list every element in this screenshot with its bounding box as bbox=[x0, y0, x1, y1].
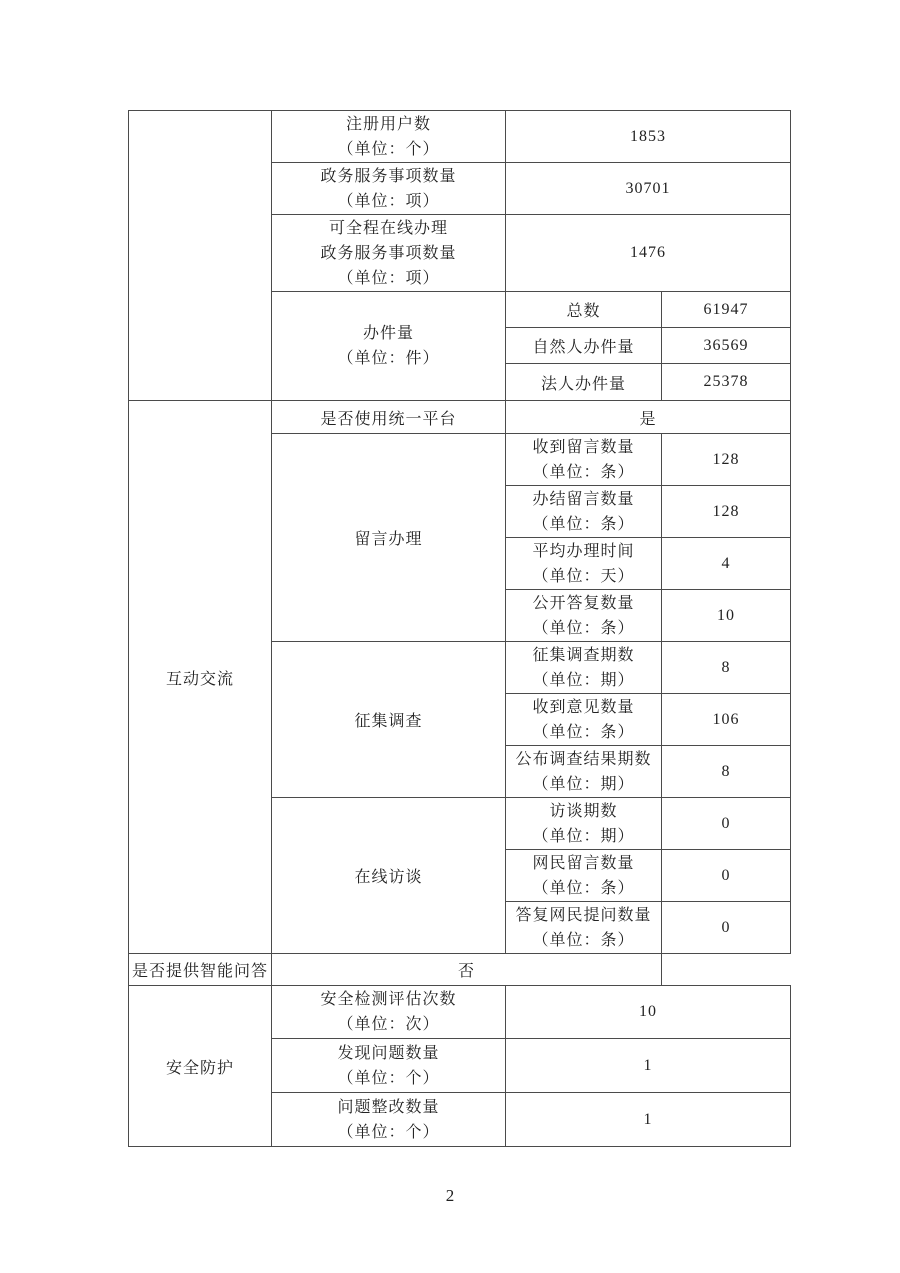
sub-metric-label: 总数 bbox=[506, 292, 662, 328]
metric-unit: （单位：条） bbox=[532, 931, 635, 949]
metric-value: 1 bbox=[506, 1039, 791, 1093]
group-unit: （单位：件） bbox=[337, 350, 440, 367]
metric-value: 10 bbox=[506, 986, 791, 1039]
sub-metric-value: 36569 bbox=[662, 328, 791, 364]
metric-unit: （单位：个） bbox=[337, 1123, 440, 1141]
metric-unit: （单位：个） bbox=[337, 140, 440, 158]
metric-label-line1: 访谈期数 bbox=[549, 802, 618, 820]
section-label-interaction: 互动交流 bbox=[129, 401, 272, 954]
metric-value: 128 bbox=[662, 486, 791, 538]
sub-metric-label: 自然人办件量 bbox=[506, 328, 662, 364]
metric-label-line1: 收到留言数量 bbox=[532, 438, 635, 456]
sub-metric-label: 法人办件量 bbox=[506, 364, 662, 401]
metric-unit: （单位：期） bbox=[532, 775, 635, 793]
metric-label bbox=[506, 902, 662, 954]
metric-label bbox=[506, 486, 662, 538]
metric-label bbox=[506, 590, 662, 642]
metric-label bbox=[506, 746, 662, 798]
group-label-survey: 征集调查 bbox=[272, 642, 506, 798]
metric-label-line1: 收到意见数量 bbox=[532, 698, 635, 716]
metric-unit: （单位：期） bbox=[532, 827, 635, 845]
metric-value: 0 bbox=[662, 798, 791, 850]
metric-label bbox=[272, 986, 506, 1039]
metric-value: 是 bbox=[506, 401, 791, 434]
metric-value: 10 bbox=[662, 590, 791, 642]
metric-label-line2: 政务服务事项数量 bbox=[320, 244, 457, 262]
section-label-security: 安全防护 bbox=[129, 986, 272, 1147]
metric-label bbox=[272, 111, 506, 163]
metric-unit: （单位：条） bbox=[532, 463, 635, 481]
metric-label bbox=[506, 538, 662, 590]
metric-value: 1476 bbox=[506, 215, 791, 292]
metric-unit: （单位：个） bbox=[337, 1069, 440, 1087]
metric-label bbox=[506, 850, 662, 902]
metric-label bbox=[272, 1039, 506, 1093]
group-label-message-handling: 留言办理 bbox=[272, 434, 506, 642]
metric-label: 是否使用统一平台 bbox=[272, 401, 506, 434]
metric-label bbox=[506, 434, 662, 486]
group-label-line1: 办件量 bbox=[362, 325, 414, 342]
metric-label-line1: 答复网民提问数量 bbox=[515, 906, 652, 924]
metric-value: 否 bbox=[272, 954, 662, 986]
page-number: 2 bbox=[445, 1186, 455, 1205]
metric-label bbox=[506, 642, 662, 694]
metric-label-line1: 征集调查期数 bbox=[532, 646, 635, 664]
metric-unit: （单位：条） bbox=[532, 515, 635, 533]
metric-value: 4 bbox=[662, 538, 791, 590]
metric-label-line1: 平均办理时间 bbox=[532, 542, 635, 560]
group-label bbox=[272, 292, 506, 401]
metric-value: 128 bbox=[662, 434, 791, 486]
group-label-online-interview: 在线访谈 bbox=[272, 798, 506, 954]
metric-value: 8 bbox=[662, 642, 791, 694]
metric-unit: （单位：条） bbox=[532, 723, 635, 741]
metric-label-line1: 问题整改数量 bbox=[337, 1098, 440, 1116]
metric-unit: （单位：项） bbox=[337, 192, 440, 210]
metric-label: 是否提供智能问答 bbox=[129, 954, 272, 986]
metric-value: 1 bbox=[506, 1093, 791, 1147]
section1-left-cell bbox=[129, 111, 272, 401]
metric-label-line1: 安全检测评估次数 bbox=[320, 991, 457, 1008]
metric-value: 1853 bbox=[506, 111, 791, 163]
metric-label-line1: 公布调查结果期数 bbox=[515, 750, 652, 768]
metric-label bbox=[272, 163, 506, 215]
metric-value: 8 bbox=[662, 746, 791, 798]
metric-value: 0 bbox=[662, 902, 791, 954]
metric-unit: （单位：条） bbox=[532, 879, 635, 897]
metric-label bbox=[272, 215, 506, 292]
metric-label-line1: 可全程在线办理 bbox=[328, 219, 448, 237]
metric-value: 106 bbox=[662, 694, 791, 746]
metric-label-line1: 办结留言数量 bbox=[532, 490, 635, 508]
metric-label bbox=[506, 798, 662, 850]
metric-label bbox=[506, 694, 662, 746]
metric-label-line1: 公开答复数量 bbox=[532, 594, 635, 612]
metric-unit: （单位：天） bbox=[532, 567, 635, 585]
metric-label-line1: 政务服务事项数量 bbox=[320, 167, 457, 185]
metric-unit: （单位：次） bbox=[337, 1016, 440, 1033]
sub-metric-value: 25378 bbox=[662, 364, 791, 401]
metric-unit: （单位：条） bbox=[532, 619, 635, 637]
metric-label-line1: 网民留言数量 bbox=[532, 854, 635, 872]
sub-metric-value: 61947 bbox=[662, 292, 791, 328]
metric-unit: （单位：项） bbox=[337, 269, 440, 287]
metric-value: 0 bbox=[662, 850, 791, 902]
metric-label bbox=[272, 1093, 506, 1147]
report-table bbox=[128, 110, 791, 1147]
metric-value: 30701 bbox=[506, 163, 791, 215]
metric-unit: （单位：期） bbox=[532, 671, 635, 689]
metric-label-line1: 注册用户数 bbox=[345, 115, 431, 133]
metric-label-line1: 发现问题数量 bbox=[337, 1044, 440, 1062]
